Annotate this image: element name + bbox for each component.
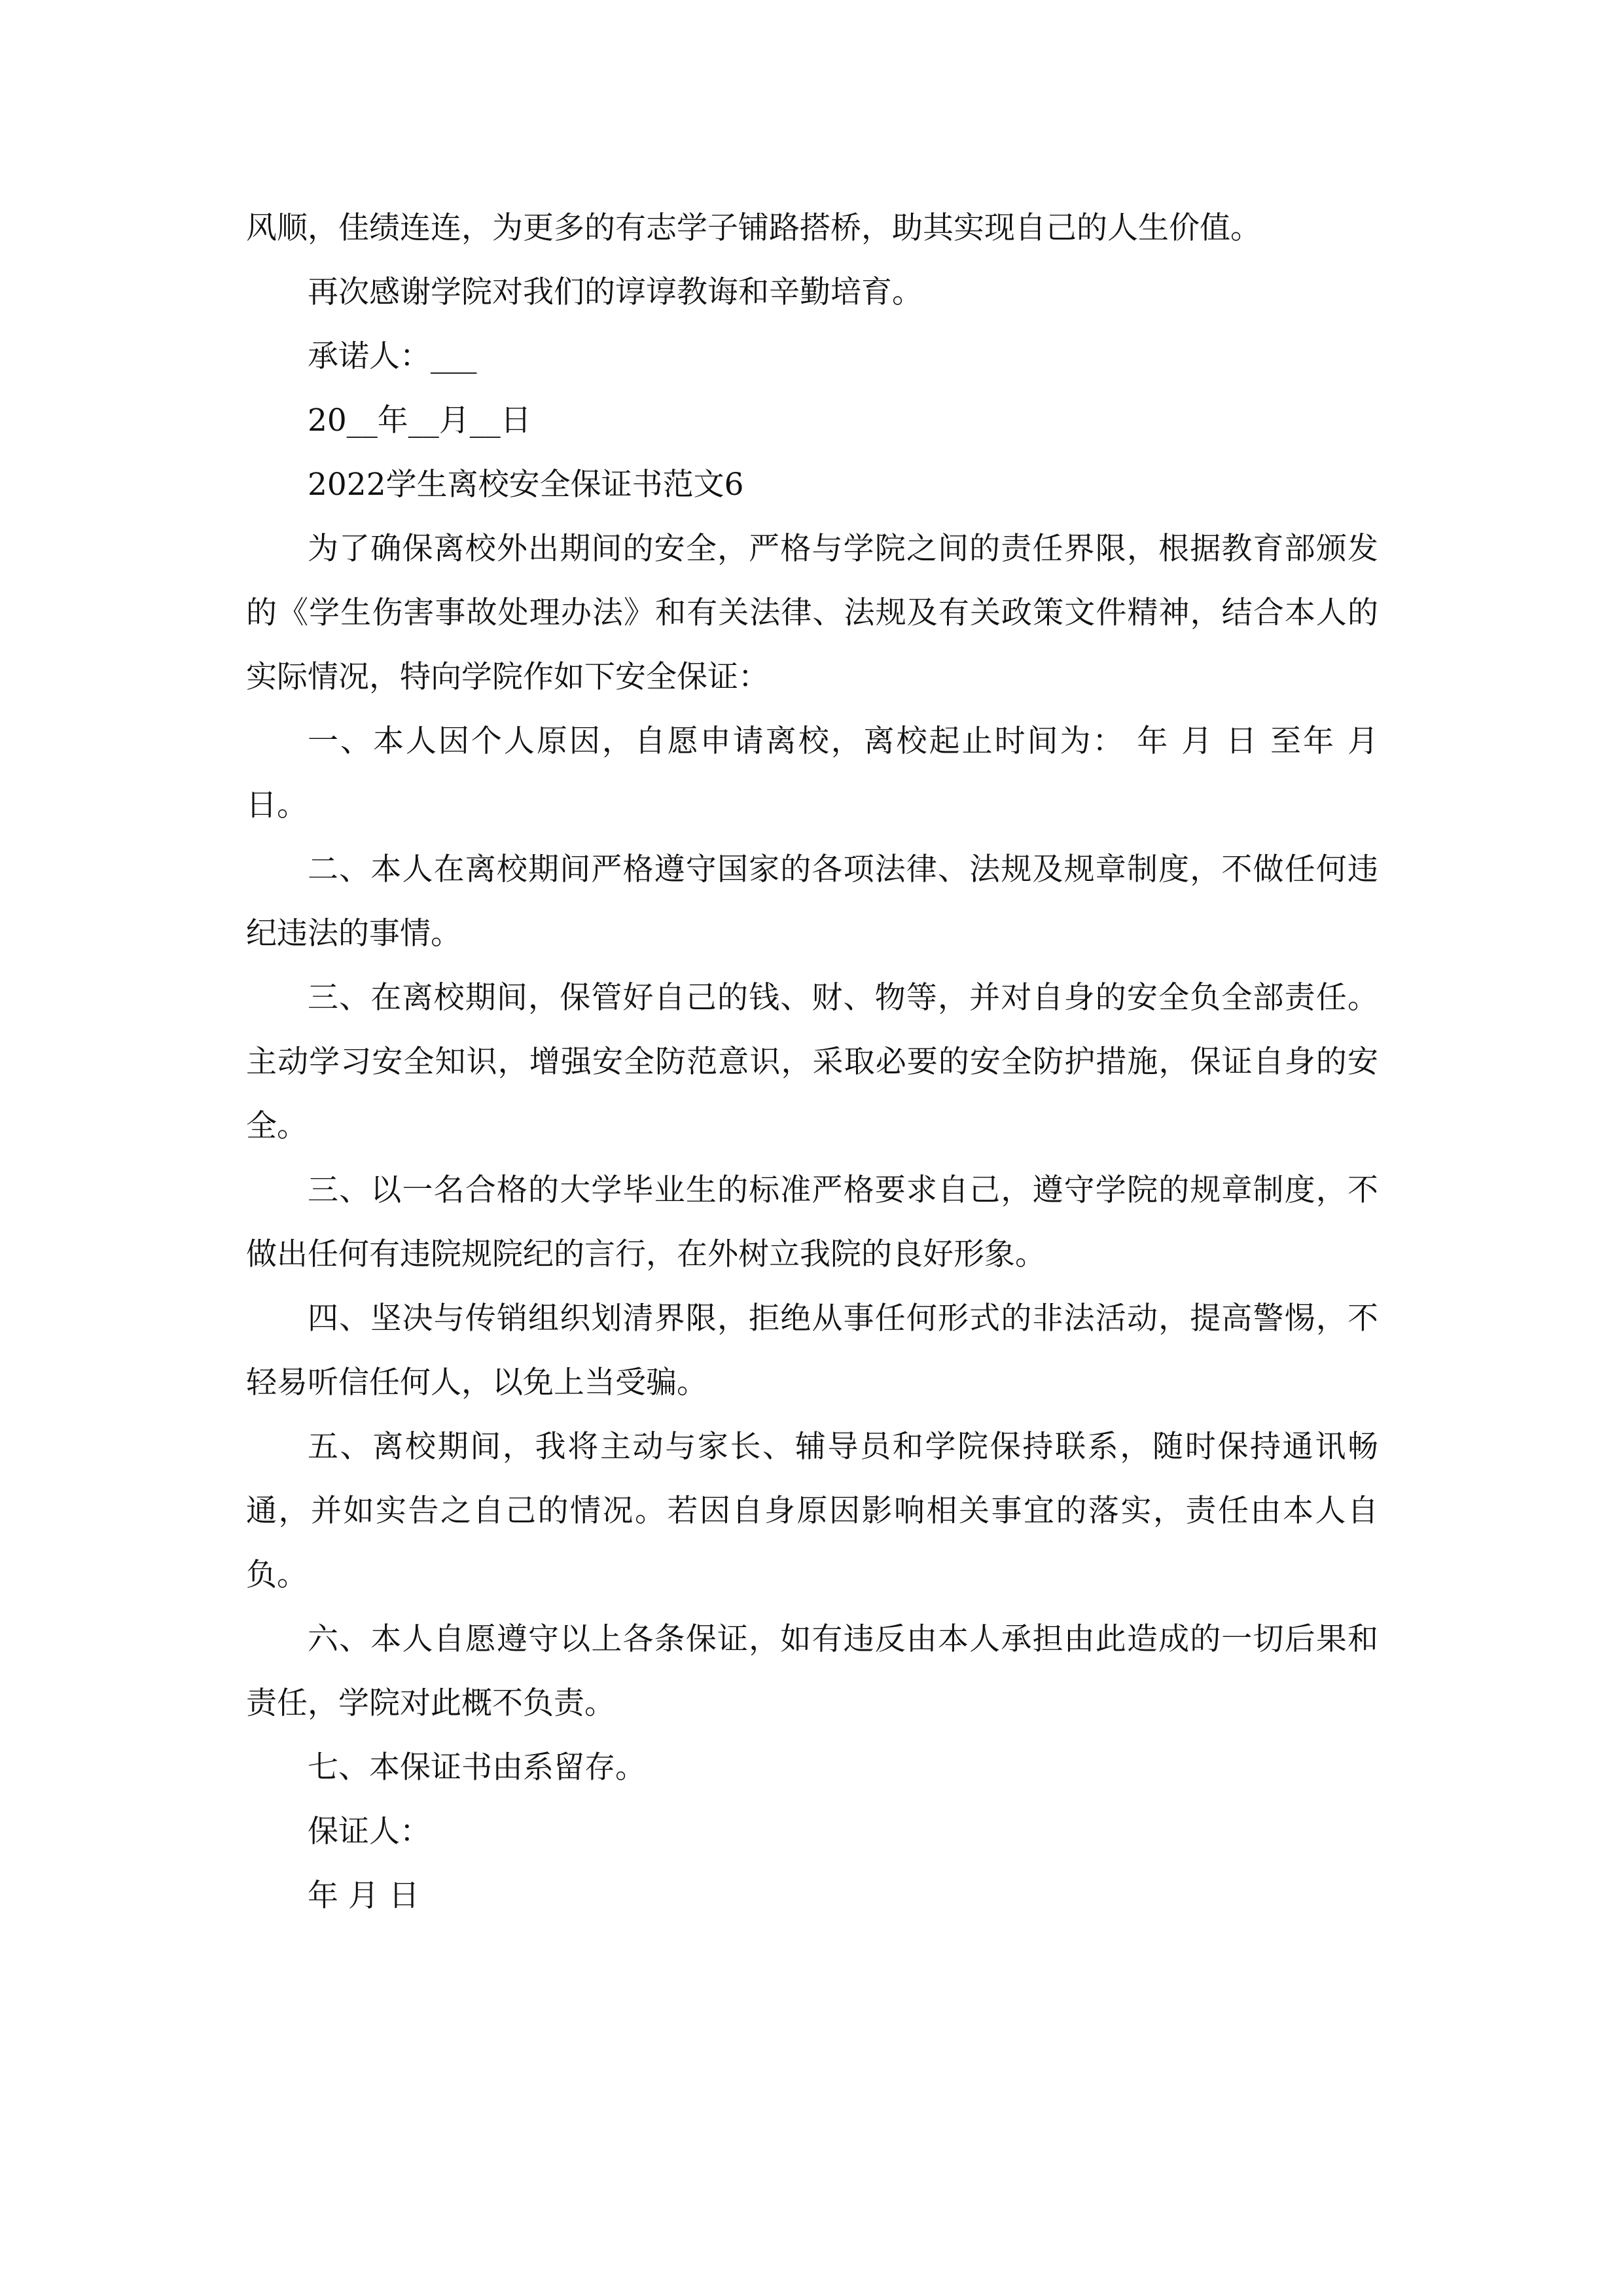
paragraph-intro: 为了确保离校外出期间的安全，严格与学院之间的责任界限，根据教育部颁发的《学生伤害事故处理办法》和有关法律、法规及有关政策文件精神，结合本人的实际情况，特向学院作如下安全保证： [246,531,1378,695]
paragraph-thanks: 再次感谢学院对我们的谆谆教诲和辛勤培育。 [308,274,923,310]
promisor-line: 承诺人：___ [308,338,477,374]
clause-7: 七、本保证书由系留存。 [308,1749,646,1785]
clause-2: 二、本人在离校期间严格遵守国家的各项法律、法规及规章制度，不做任何违纪违法的事情。 [246,852,1378,952]
paragraph-continuation: 风顺，佳绩连连，为更多的有志学子铺路搭桥，助其实现自己的人生价值。 [246,210,1261,246]
section-heading: 2022学生离校安全保证书范文6 [308,467,744,503]
clause-6: 六、本人自愿遵守以上各条保证，如有违反由本人承担由此造成的一切后果和责任，学院对此概不负责。 [246,1621,1378,1721]
clause-3b: 三、以一名合格的大学毕业生的标准严格要求自己，遵守学院的规章制度，不做出任何有违院规院纪的言行，在外树立我院的良好形象。 [246,1172,1378,1272]
clause-1: 一、本人因个人原因，自愿申请离校，离校起止时间为： 年 月 日 至年 月 日。 [246,723,1378,823]
clause-4: 四、坚决与传销组织划清界限，拒绝从事任何形式的非法活动，提高警惕，不轻易听信任何人，以免上当受骗。 [246,1300,1378,1401]
clause-5: 五、离校期间，我将主动与家长、辅导员和学院保持联系，随时保持通讯畅通，并如实告之自己的情况。若因自身原因影响相关事宜的落实，责任由本人自负。 [246,1429,1378,1593]
document-body [246,196,1378,1928]
guarantor-line: 保证人： [308,1814,431,1850]
clause-3a: 三、在离校期间，保管好自己的钱、财、物等，并对自身的安全负全部责任。主动学习安全知识，增强安全防范意识，采取必要的安全防护措施，保证自身的安全。 [246,980,1378,1144]
promise-date-line: 20__年__月__日 [308,403,531,439]
guarantor-date-line: 年 月 日 [308,1878,419,1914]
